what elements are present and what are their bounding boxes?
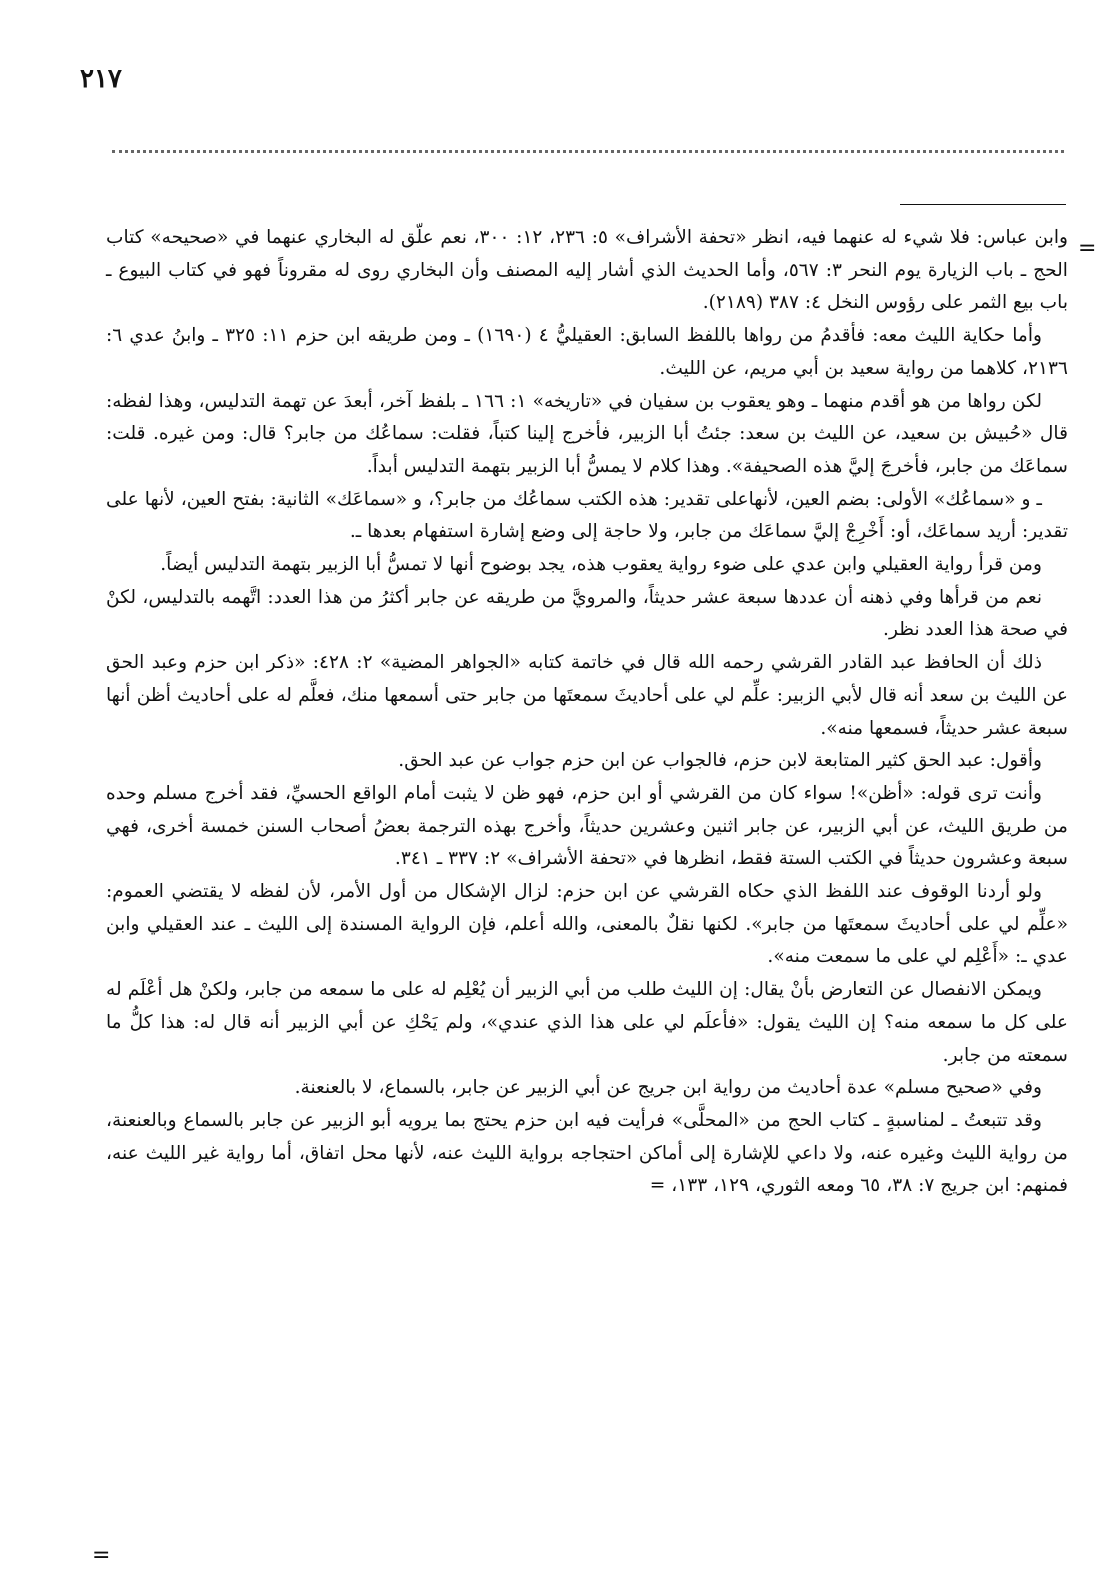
paragraph: ويمكن الانفصال عن التعارض بأنْ يقال: إن الليث طلب من أبي الزبير أن يُعْلِم له على ما سمعه من جابر، ولكنْ هل أعْلَم له على كل ما سمعه منه؟ إن الليث يقول: «فأعلَم لي على هذا الذي عندي»، ولم يَحْكِ عن أبي الزبير أنه قال له: هذا كلُّ ما سمعته من جابر. bbox=[106, 979, 1068, 1066]
paragraph: وقد تتبعتُ ـ لمناسبةٍ ـ كتاب الحج من «المحلَّى» فرأيت فيه ابن حزم يحتج بما يرويه أبو الزبير عن جابر بالسماع وبالعنعنة، من رواية الليث وغيره عنه، ولا داعي للإشارة إلى أماكن احتجاجه برواية الليث عنه، لأنها محل اتفاق، أما رواية غير الليث عنه، فمنهم: ابن جريج ٧: ٣٨، ٦٥ ومعه الثوري، ١٢٩، ١٣٣، = bbox=[106, 1109, 1068, 1197]
paragraph: ولو أردنا الوقوف عند اللفظ الذي حكاه القرشي عن ابن حزم: لزال الإشكال من أول الأمر، لأن لفظه لا يقتضي العموم: «علِّم لي على أحاديثَ سمعتَها من جابر». لكنها نقلٌ بالمعنى، والله أعلم، فإن الرواية المسندة إلى الليث ـ عند العقيلي وابن عدي ـ: «أَعْلِم لي على ما سمعت منه». bbox=[106, 881, 1068, 968]
paragraph: نعم من قرأها وفي ذهنه أن عددها سبعة عشر حديثاً، والمرويَّ من طريقه عن جابر أكثرُ من هذا العدد: اتَّهمه بالتدليس، لكنْ في صحة هذا العدد نظر. bbox=[106, 586, 1068, 641]
paragraph: ومن قرأ رواية العقيلي وابن عدي على ضوء رواية يعقوب هذه، يجد بوضوح أنها لا تمسُّ أبا الزبير بتهمة التدليس أيضاً. bbox=[160, 554, 1042, 576]
paragraph: ـ و «سماعُك» الأولى: بضم العين، لأنهاعلى تقدير: هذه الكتب سماعُك من جابر؟، و «سماعَك» الثانية: بفتح العين، لأنها على تقدير: أريد سماعَك، أو: أَخْرِجْ إليَّ سماعَك من جابر، ولا حاجة إلى وضع إشارة استفهام بعدها ـ. bbox=[106, 488, 1068, 543]
continuation-mark-bottom: = bbox=[92, 1543, 111, 1568]
continuation-mark-top: = bbox=[1078, 236, 1097, 261]
paragraph: وابن عباس: فلا شيء له عنهما فيه، انظر «تحفة الأشراف» ٥: ٢٣٦، ١٢: ٣٠٠، نعم علّق له البخاري عنهما في «صحيحه» كتاب الحج ـ باب الزيارة يوم النحر ٣: ٥٦٧، وأما الحديث الذي أشار إليه المصنف وأن البخاري روى له مقروناً فهو في كتاب البيوع ـ باب بيع الثمر على رؤوس النخل ٤: ٣٨٧ (٢١٨٩). bbox=[106, 227, 1069, 314]
paragraph: لكن رواها من هو أقدم منهما ـ وهو يعقوب بن سفيان في «تاريخه» ١: ١٦٦ ـ بلفظ آخر، أبعدَ عن تهمة التدليس، وهذا لفظه: قال «حُبيش بن سعيد، عن الليث بن سعد: جئتُ أبا الزبير، فأخرج إلينا كتباً، فقلت: سماعُك من جابر؟ قال: ومن غيره. قلت: سماعَك من جابر، فأخرجَ إليَّ هذه الصحيفة». وهذا كلام لا يمسُّ أبا الزبير بتهمة التدليس أبداً. bbox=[106, 390, 1068, 477]
paragraph: وفي «صحيح مسلم» عدة أحاديث من رواية ابن جريج عن أبي الزبير عن جابر، بالسماع، لا بالعنعنة. bbox=[294, 1077, 1042, 1099]
footnote-body bbox=[106, 222, 1068, 1203]
page-number: ٢١٧ bbox=[80, 64, 122, 94]
paragraph: وأنت ترى قوله: «أظن»! سواء كان من القرشي أو ابن حزم، فهو ظن لا يثبت أمام الواقع الحسيِّ، فقد أخرج مسلم وحده من طريق الليث، عن أبي الزبير، عن جابر اثنين وعشرين حديثاً، وأخرج بهذه الترجمة بعضُ أصحاب السنن خمسة أخرى، فهي سبعة وعشرون حديثاً في الكتب الستة فقط، انظرها في «تحفة الأشراف» ٢: ٣٣٧ ـ ٣٤١. bbox=[106, 782, 1068, 870]
paragraph: ذلك أن الحافظ عبد القادر القرشي رحمه الله قال في خاتمة كتابه «الجواهر المضية» ٢: ٤٢٨: «ذكر ابن حزم وعبد الحق عن الليث بن سعد أنه قال لأبي الزبير: علِّم لي على أحاديثَ سمعتَها من جابر حتى أسمعها منك، فعلَّم له على أحاديث أظن أنها سبعة عشر حديثاً، فسمعها منه». bbox=[106, 652, 1068, 739]
paragraph: وأقول: عبد الحق كثير المتابعة لابن حزم، فالجواب عن ابن حزم جواب عن عبد الحق. bbox=[398, 750, 1042, 772]
footnote-separator-rule bbox=[900, 204, 1066, 205]
paragraph: وأما حكاية الليث معه: فأقدمُ من رواها باللفظ السابق: العقيليُّ ٤ (١٦٩٠) ـ ومن طريقه ابن حزم ١١: ٣٢٥ ـ وابنُ عدي ٦: ٢١٣٦، كلاهما من رواية سعيد بن أبي مريم، عن الليث. bbox=[106, 325, 1068, 379]
header-dotted-rule bbox=[112, 150, 1064, 153]
